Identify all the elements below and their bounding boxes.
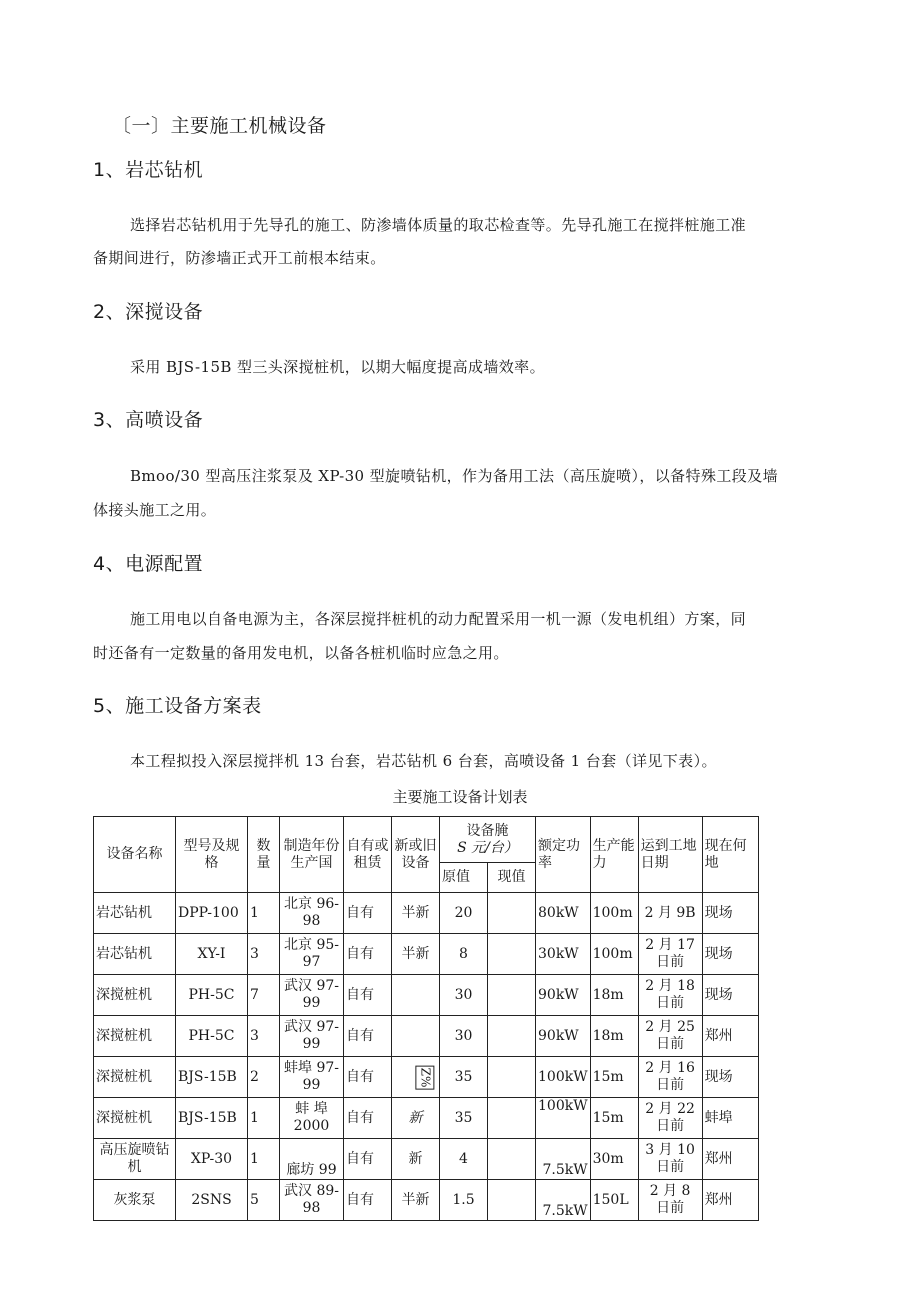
cell-own: 自有	[344, 1098, 392, 1139]
cell-model: PH-5C	[176, 975, 248, 1016]
cell-made: 廊坊 99	[280, 1139, 344, 1180]
cell-made: 北京 96-98	[280, 893, 344, 934]
para-core-drill-1: 选择岩芯钻机用于先导孔的施工、防渗墙体质量的取芯检查等。先导孔施工在搅拌桩施工准	[130, 216, 747, 234]
cell-own: 自有	[344, 934, 392, 975]
cell-model: DPP-100	[176, 893, 248, 934]
table-row	[94, 1098, 759, 1139]
heading-core-drill: 1、岩芯钻机	[93, 159, 204, 181]
cell-arrive: 2 月 16 日前	[638, 1057, 702, 1098]
cell-own: 自有	[344, 1139, 392, 1180]
cell-arrive: 3 月 10 日前	[638, 1139, 702, 1180]
cell-curr	[488, 975, 536, 1016]
cell-orig: 4	[440, 1139, 488, 1180]
cell-curr	[488, 893, 536, 934]
para-jet-grouting-1: Bmoo/30 型高压注浆泵及 XP-30 型旋喷钻机，作为备用工法（高压旋喷），以备特殊工段及墙	[130, 467, 778, 485]
cell-qty: 3	[248, 1016, 280, 1057]
cell-name: 深搅桩机	[94, 1057, 176, 1098]
cell-own: 自有	[344, 1180, 392, 1221]
table-row	[94, 1016, 759, 1057]
cell-name: 灰浆泵	[94, 1180, 176, 1221]
cell-model: 2SNS	[176, 1180, 248, 1221]
table-row	[94, 1180, 759, 1221]
cell-cond: 新	[392, 1139, 440, 1180]
cell-own: 自有	[344, 1016, 392, 1057]
cell-made: 蚌 埠 2000	[280, 1098, 344, 1139]
cell-power: 100kW	[536, 1057, 591, 1098]
cell-qty: 7	[248, 975, 280, 1016]
header-curr: 现值	[488, 863, 536, 893]
cell-made: 蚌埠 97-99	[280, 1057, 344, 1098]
cell-orig: 20	[440, 893, 488, 934]
cell-cond	[392, 1016, 440, 1057]
cell-loc: 现场	[702, 934, 758, 975]
header-orig: 原值	[440, 863, 488, 893]
cell-name: 岩芯钻机	[94, 934, 176, 975]
cell-power: 80kW	[536, 893, 591, 934]
table-row	[94, 975, 759, 1016]
cell-loc: 现场	[702, 1057, 758, 1098]
cell-cond-rotated: Z%	[416, 1065, 435, 1089]
cell-own: 自有	[344, 975, 392, 1016]
header-value-unit: S 元/台）	[457, 839, 518, 856]
cell-capacity: 15m	[590, 1057, 638, 1098]
cell-own: 自有	[344, 893, 392, 934]
table-row	[94, 934, 759, 975]
cell-model: PH-5C	[176, 1016, 248, 1057]
para-power-supply-1: 施工用电以自备电源为主，各深层搅拌桩机的动力配置采用一机一源（发电机组）方案，同	[130, 610, 747, 628]
cell-name: 岩芯钻机	[94, 893, 176, 934]
heading-jet-grouting: 3、高喷设备	[93, 409, 204, 431]
cell-qty: 1	[248, 893, 280, 934]
cell-cond: 半新	[392, 934, 440, 975]
header-own: 自有或租赁	[344, 817, 392, 893]
cell-capacity: 18m	[590, 975, 638, 1016]
cell-orig: 35	[440, 1098, 488, 1139]
cell-curr	[488, 1139, 536, 1180]
cell-loc: 郑州	[702, 1180, 758, 1221]
heading-power-supply: 4、电源配置	[93, 553, 204, 575]
cell-arrive: 2 月 18 日前	[638, 975, 702, 1016]
header-loc: 现在何地	[702, 817, 758, 893]
cell-power: 100kW	[536, 1098, 591, 1139]
cell-capacity: 15m	[590, 1098, 638, 1139]
cell-power: 30kW	[536, 934, 591, 975]
para-power-supply-2: 时还备有一定数量的备用发电机，以备各桩机临时应急之用。	[93, 644, 509, 662]
cell-own: 自有	[344, 1057, 392, 1098]
cell-curr	[488, 1016, 536, 1057]
header-name: 设备名称	[94, 817, 176, 893]
cell-orig: 30	[440, 975, 488, 1016]
cell-capacity: 18m	[590, 1016, 638, 1057]
cell-cond	[392, 1057, 440, 1098]
cell-arrive: 2 月 9B	[638, 893, 702, 934]
cell-capacity: 100m	[590, 893, 638, 934]
cell-curr	[488, 1098, 536, 1139]
table-row	[94, 1057, 759, 1098]
cell-orig: 1.5	[440, 1180, 488, 1221]
cell-orig: 35	[440, 1057, 488, 1098]
cell-made: 武汉 97-99	[280, 1016, 344, 1057]
cell-capacity: 30m	[590, 1139, 638, 1180]
cell-name: 深搅桩机	[94, 1016, 176, 1057]
table-row	[94, 893, 759, 934]
cell-arrive: 2 月 22 日前	[638, 1098, 702, 1139]
cell-capacity: 100m	[590, 934, 638, 975]
cell-loc: 郑州	[702, 1139, 758, 1180]
cell-loc: 现场	[702, 975, 758, 1016]
para-deep-mixing-1: 采用 BJS-15B 型三头深搅桩机，以期大幅度提高成墙效率。	[130, 358, 545, 376]
table-header-row	[94, 817, 759, 863]
cell-cond: 新	[392, 1098, 440, 1139]
cell-orig: 8	[440, 934, 488, 975]
cell-made: 北京 95-97	[280, 934, 344, 975]
cell-loc: 蚌埠	[702, 1098, 758, 1139]
heading-equipment-plan: 5、施工设备方案表	[93, 695, 262, 717]
cell-loc: 郑州	[702, 1016, 758, 1057]
cell-model: XY-I	[176, 934, 248, 975]
para-jet-grouting-2: 体接头施工之用。	[93, 501, 217, 519]
cell-loc: 现场	[702, 893, 758, 934]
para-core-drill-2: 备期间进行，防渗墙正式开工前根本结束。	[93, 249, 386, 267]
para-equipment-plan-1: 本工程拟投入深层搅拌机 13 台套，岩芯钻机 6 台套，高喷设备 1 台套（详见下表）。	[130, 752, 717, 770]
cell-cond	[392, 975, 440, 1016]
header-made: 制造年份生产国	[280, 817, 344, 893]
cell-power: 90kW	[536, 975, 591, 1016]
cell-name: 深搅桩机	[94, 975, 176, 1016]
cell-arrive: 2 月 8 日前	[638, 1180, 702, 1221]
cell-qty: 1	[248, 1098, 280, 1139]
cell-curr	[488, 1180, 536, 1221]
section-title: 〔一〕主要施工机械设备	[112, 115, 327, 137]
cell-cond: 半新	[392, 1180, 440, 1221]
header-qty: 数量	[248, 817, 280, 893]
cell-model: BJS-15B	[176, 1098, 248, 1139]
header-arrive: 运到工地日期	[638, 817, 702, 893]
cell-name: 深搅桩机	[94, 1098, 176, 1139]
cell-qty: 3	[248, 934, 280, 975]
header-capacity: 生产能力	[590, 817, 638, 893]
cell-power: 7.5kW	[536, 1180, 591, 1221]
header-power: 额定功率	[536, 817, 591, 893]
header-model: 型号及规格	[176, 817, 248, 893]
cell-power: 7.5kW	[536, 1139, 591, 1180]
header-cond: 新或旧设备	[392, 817, 440, 893]
cell-made: 武汉 89-98	[280, 1180, 344, 1221]
heading-deep-mixing: 2、深搅设备	[93, 301, 204, 323]
cell-made: 武汉 97-99	[280, 975, 344, 1016]
cell-arrive: 2 月 17 日前	[638, 934, 702, 975]
table-caption: 主要施工设备计划表	[392, 788, 528, 806]
cell-cond: 半新	[392, 893, 440, 934]
header-value	[440, 817, 536, 863]
cell-model: BJS-15B	[176, 1057, 248, 1098]
cell-power: 90kW	[536, 1016, 591, 1057]
cell-model: XP-30	[176, 1139, 248, 1180]
cell-curr	[488, 1057, 536, 1098]
cell-capacity: 150L	[590, 1180, 638, 1221]
cell-orig: 30	[440, 1016, 488, 1057]
cell-name: 高压旋喷钻机	[94, 1139, 176, 1180]
cell-qty: 2	[248, 1057, 280, 1098]
cell-qty: 1	[248, 1139, 280, 1180]
cell-qty: 5	[248, 1180, 280, 1221]
equipment-table	[93, 816, 759, 1221]
cell-curr	[488, 934, 536, 975]
header-value-title: 设备腌	[466, 822, 509, 839]
table-row	[94, 1139, 759, 1180]
cell-arrive: 2 月 25 日前	[638, 1016, 702, 1057]
